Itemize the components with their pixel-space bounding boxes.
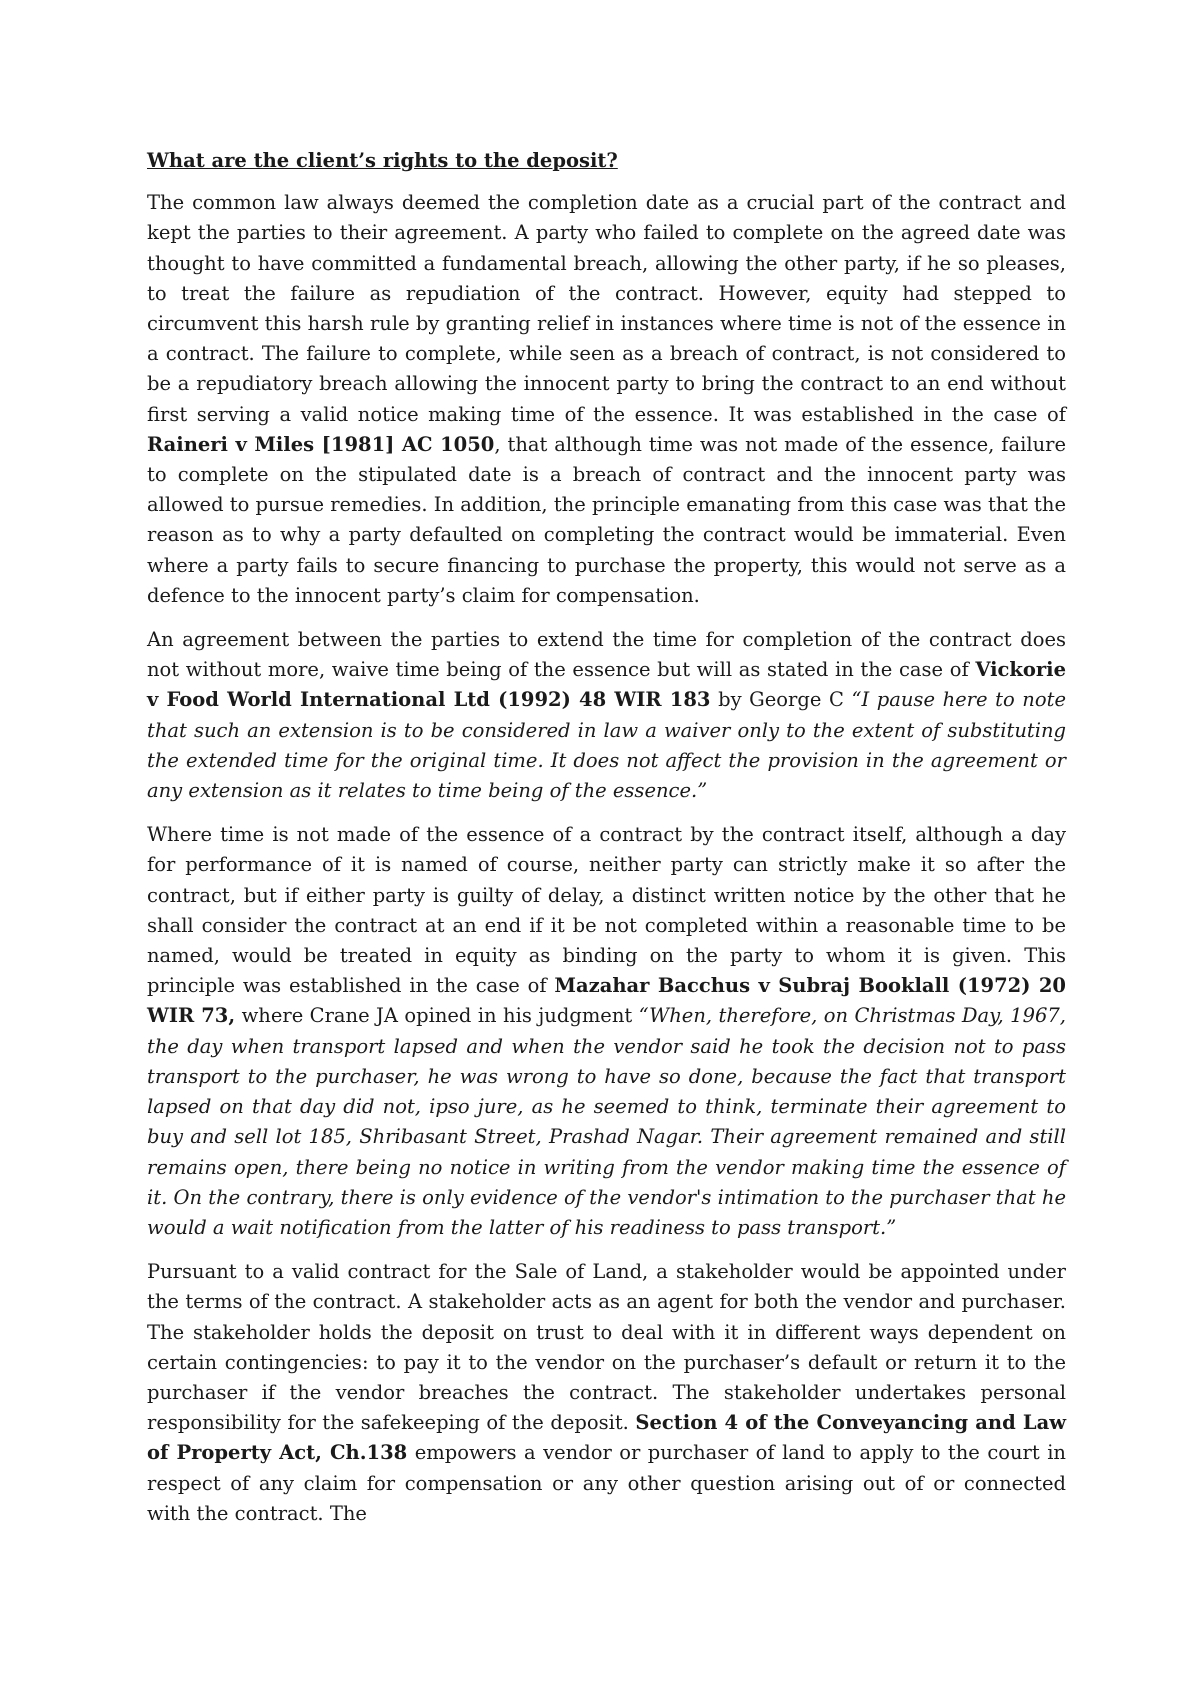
case-citation-raineri: Raineri v Miles [1981] AC 1050 — [147, 432, 495, 456]
case-citation-vickorie: Vickorie v Food World International Ltd (1992) 48 WIR 183 — [147, 658, 1066, 712]
document-body — [147, 146, 1066, 1543]
quotation-crane-ja: “When, therefore, on Christmas Day, 1967, the day when transport lapsed and when the vendor said he took the decision not to pass transport to the purchaser, he was wrong to have so done, because the fact that transport lapsed on that day did not, ipso jure, as he seemed to think, terminate their agreement to buy and sell lot 185, Shribasant Street, Prashad Nagar. Their agreement remained and still remains open, there being no notice in writing from the vendor making time the essence of it. On the contrary, there is only evidence of the vendor's intimation to the purchaser that he would a wait notification from the latter of his readiness to pass transport.” — [147, 1004, 1066, 1239]
paragraph-text: An agreement between the parties to extend the time for completion of the contract does not without more, waive time being of the essence but will as stated in the case of — [147, 628, 1066, 682]
paragraph-stakeholder — [147, 1257, 1066, 1529]
paragraph-text: Pursuant to a valid contract for the Sale of Land, a stakeholder would be appointed under the terms of the contract. A stakeholder acts as an agent for both the vendor and purchaser. The stakeholder holds the deposit on trust to deal with it in different ways dependent on certain contingencies: to pay it to the vendor on the purchaser’s default or return it to the purchaser if the vendor breaches the contract. The stakeholder undertakes personal responsibility for the safekeeping of the deposit. — [147, 1260, 1066, 1435]
paragraph-text: , that although time was not made of the essence, failure to complete on the stipulated date is a breach of contract and the innocent party was allowed to pursue remedies. In addition, the principle emanating from this case was that the reason as to why a party defaulted on completing the contract would be immaterial. Even where a party fails to secure financing to purchase the property, this would not serve as a defence to the innocent party’s claim for compensation. — [147, 432, 1067, 607]
paragraph-extension-agreement — [147, 625, 1066, 806]
paragraph-time-essence — [147, 820, 1066, 1243]
paragraph-text: empowers a vendor or purchaser of land to apply to the court in respect of any claim for compensation or any other question arising out of or connected with the contract. The — [147, 1441, 1066, 1525]
paragraph-text: Where time is not made of the essence of a contract by the contract itself, although a day for performance of it is named of course, neither party can strictly make it so after the contract, but if either party is guilty of delay, a distinct written notice by the other that he shall consider the contract at an end if it be not completed within a reasonable time to be named, would be treated in equity as binding on the party to whom it is given. This principle was established in the case of — [147, 823, 1066, 998]
paragraph-text: by George C — [710, 688, 852, 712]
quotation-vickorie: “I pause here to note that such an extension is to be considered in law a waiver only to the extent of substituting the extended time for the original time. It does not affect the provision in the agreement or any extension as it relates to time being of the essence.” — [147, 688, 1066, 803]
paragraph-text: The common law always deemed the completion date as a crucial part of the contract and kept the parties to their agreement. A party who failed to complete on the agreed date was thought to have committed a fundamental breach, allowing the other party, if he so pleases, to treat the failure as repudiation of the contract. However, equity had stepped to circumvent this harsh rule by granting relief in instances where time is not of the essence in a contract. The failure to complete, while seen as a breach of contract, is not considered to be a repudiatory breach allowing the innocent party to bring the contract to an end without first serving a valid notice making time of the essence. It was established in the case of — [147, 191, 1066, 426]
statute-citation: Section 4 of the Conveyancing and Law of Property Act, Ch.138 — [147, 1411, 1066, 1465]
paragraph-common-law — [147, 188, 1066, 611]
paragraph-text: where Crane JA opined in his judgment — [235, 1004, 639, 1028]
section-heading: What are the client’s rights to the deposit? — [147, 149, 618, 172]
case-citation-bacchus: Mazahar Bacchus v Subraj Booklall (1972) 20 WIR 73, — [147, 974, 1067, 1028]
